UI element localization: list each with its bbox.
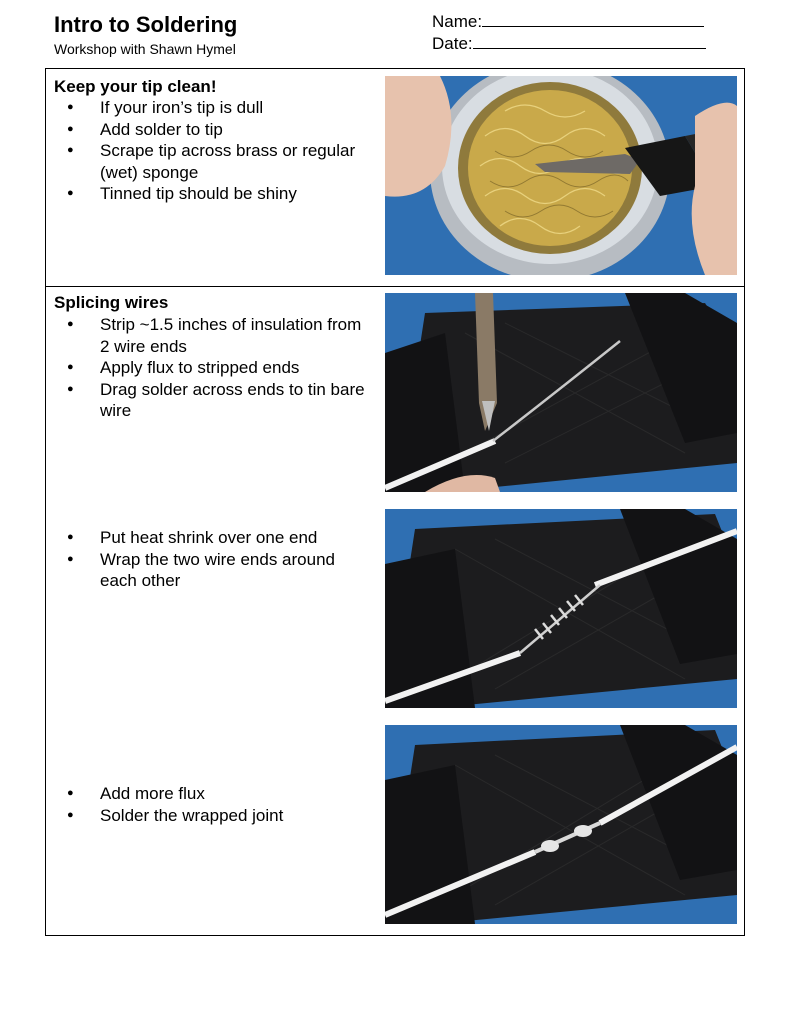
list-item: ● Apply flux to stripped ends (54, 357, 374, 379)
brass-sponge-photo (385, 76, 737, 275)
name-field[interactable] (432, 11, 704, 32)
list-item: ● Solder the wrapped joint (54, 805, 374, 827)
page-subtitle: Workshop with Shawn Hymel (54, 41, 236, 57)
section-heading-splicing: Splicing wires (54, 293, 169, 312)
date-blank-line[interactable] (473, 33, 706, 49)
list-item: ● Add more flux (54, 783, 374, 805)
list-item: ● Wrap the two wire ends around each other (54, 549, 374, 592)
list-item: ● Scrape tip across brass or regular (wet) sponge (54, 140, 384, 183)
wrapped-wires-photo (385, 509, 737, 708)
tip-clean-list (54, 97, 384, 205)
splice-step-1-list (54, 314, 374, 422)
name-blank-line[interactable] (482, 11, 704, 27)
page-title: Intro to Soldering (54, 12, 238, 37)
splice-step-3-list (54, 783, 374, 826)
date-label: Date: (432, 34, 473, 53)
list-item: ● Drag solder across ends to tin bare wire (54, 379, 374, 422)
splice-step-2-list (54, 527, 374, 592)
list-item: ● Strip ~1.5 inches of insulation from 2 wire ends (54, 314, 374, 357)
name-label: Name: (432, 12, 483, 31)
list-item: ● Add solder to tip (54, 119, 384, 141)
soldered-joint-photo (385, 725, 737, 924)
list-item: ● If your iron’s tip is dull (54, 97, 384, 119)
list-item: ● Put heat shrink over one end (54, 527, 374, 549)
date-field[interactable] (432, 33, 706, 54)
list-item: ● Tinned tip should be shiny (54, 183, 384, 205)
section-heading-tip-clean: Keep your tip clean! (54, 77, 217, 96)
tinning-wire-photo (385, 293, 737, 492)
